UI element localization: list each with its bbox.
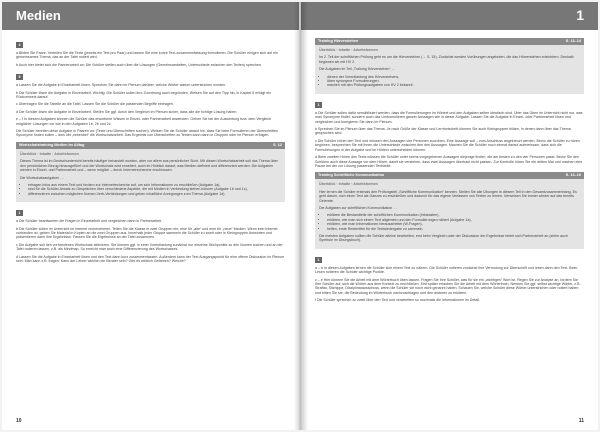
book-spread (2, 2, 598, 430)
section-title: Wortschatztraining Medien im Alltag (19, 142, 85, 147)
paragraph: c – e Hier können Sie die Arbeit mit dem Wörterbuch üben lassen. Fragen Sie Ihre Schüler, was für sie ein „wichtiges“ Wort ist. Regen Sie zur Analyse an, fordern Sie Ihre Schüler auf, sich die Wörter aus dem Kontext zu erschließen. Erst später erlauben Sie die Arbeit mit dem Wörterbuch. Nennen Sie ggf. selbst wichtige Wörter, z.B. Straftat, Sitzhippe, Disziplinarausschuss, wenn die Schüler sie noch nicht genannt haben. Schauen Sie, welche Schüler diese Wörter unterstrichen oder notiert haben und bitten Sie sie, die Bedeutung im Wörterbuch nachzuschlagen und den anderen zu erklären. (315, 277, 581, 295)
paragraph: a – b In diesen Aufgaben lernen die Schüler sich einem Text zu nähern. Die Schüler notieren zunächst ihre Vermutung zur Überschrift und lesen dann den Text. Beim Lesen notieren die Schüler wichtige Punkte. (315, 265, 578, 275)
section-page-ref: S. 14–16 (565, 173, 581, 178)
list-item: • erfragen Infos aus einem Text und fordern zur Internetrecherche auf, um sich Informationen zu erschließen (Aufgabe 1a), (28, 183, 281, 187)
exercise-number: 1 (315, 102, 322, 108)
paragraph: a Bilden Sie Paare. Verteilen Sie die Texte (jeweils ein Text pro Paar) und lassen Sie eine kurze Text-zusammenfassung formulieren. Die Schüler einigen sich auf ein gemeinsames Thema, das an der Tafel notiert wird. (16, 51, 278, 60)
left-page-content (16, 38, 285, 412)
paragraph: c Übertragen Sie die Tabelle an die Tafel. Lassen Sie die Schüler die passenden Begriffe eintragen. (16, 102, 174, 107)
paragraph: b Die Schüler lösen die Aufgabe in Einzelarbeit. Wichtig: Die Schüler sollen ihre Zuordnung auch begründen. Weisen Sie auf den Tipp hin, in Kapitel 5 erfolgt ein Rückverweis darauf. (16, 90, 272, 100)
section-bar (315, 172, 584, 179)
paragraph: b Auch hier bietet sich die Partnerarbeit an: Die Schüler stellen auch über die Lösungen (Gemeinsamkeiten, Unterschiede zwischen den Texten) sprechen. (16, 62, 262, 67)
right-page-content (315, 38, 584, 412)
list-item: • helfen, erste Redemittel für die Textwiedergabe zu sammeln. (327, 227, 580, 231)
section-title: Training Schriftliche Kommunikation (318, 173, 385, 178)
box-intro: Dieses Thema ist im Deutschunterricht bereits häufiger behandelt worden, aber vor allem aus persönlicher Sicht. Mit diesen Wortschatzarbeit soll das Thema über den persönlichen Bezug hinausgeführt und der Wortschatz wird erweitert, auch im Hinblick darauf, was Medien definiert und differenziert werden. Die Aufgaben werden in Einzel- und Partnerarbeit und – wenn möglich – durch Internetrecherche erschlossen. (20, 159, 278, 173)
list-item: • machen mit den Prüfungsaufgaben von HV 2 bekannt. (327, 83, 580, 87)
exercise-number: 4 (16, 42, 23, 48)
paragraph: e – f In diesem Aufgaben können die Schüler das erworbene Wissen in Einzel- oder Partnerarbeit anwenden. Gehen Sie bei der Auswertung bzw. dem Vergleich möglicher Lösungen vor wie in den Aufgaben 1b, 2b und 2c. (16, 117, 272, 126)
chapter-title: Medien (16, 8, 61, 23)
list-item: • erklären, wie man Informationen herausarbeitet (W-Fragen), (327, 222, 580, 226)
box-intro: Hier lernen die Schüler erstmals den Prüfungsteil „Schriftliche Kommunikation“ kennen. Stellen Sie alle Übungen in diesem Teil in den Gesamtzusammenhang. Es geht darum, sich einen Text als Ganzes zu erschließen und dadurch für das eigene Verfassen von Texten zu lernen. Verweisen Sie immer wieder auf das bereits Gelernte. (319, 189, 577, 203)
box-subheading: Überblick · Inhalte · Arbeitsformen (319, 182, 378, 187)
left-page (2, 2, 299, 430)
box-subheading: Überblick · Inhalte · Arbeitsformen (20, 151, 79, 156)
right-page-header (301, 2, 598, 30)
list-item: • sind für die Schüler Ansatz zu Gesprächen über verschiedene Aspekte, die mit Medien in Verbindung stehen können (Aufgabe 1b und 1c), (28, 187, 281, 191)
paragraph: f Die Schüler sprechen zu zweit über den Text und verarbeiten so nochmals die Informationen im Detail. (315, 298, 480, 303)
paragraph: a Die Schüler sollen dafür sensibilisiert werden, dass die Formulierungen im Hörtext und den Aufgaben selten identisch sind. Über das Üben im Unterricht nicht nur, was man Synonyme findet, sondern auch das Umformulieren ganzer Aussagen wie in dieser Aufgabe. Lassen Sie die Aufgabe in Einzel- oder Partnerarbeit lösen und vergleichen und korrigieren Sie dann im Plenum. (315, 110, 583, 124)
box-intro: Im 2. Teil der schriftlichen Prüfung geht es um die Hörverstehen (→ S. 15). Zunächst werden Vorübungen angeboten, die das Hörverstehen erleichtern. Deshalb beginnen wir mit HV 2. (319, 55, 574, 64)
paragraph: b Sprechen Sie im Plenum über das Thema. Je nach Größe der Klasse und Lernfortschritt können Sie auch Kleingruppen bilden, in denen dann über das Thema gesprochen wird. (315, 127, 571, 136)
list-item: • erklären, wie man sich einem Text allgemein und den Formulierungen nähert (Aufgabe 1a), (327, 218, 580, 222)
section-title: Training Hörverstehen (318, 39, 359, 43)
box-list (319, 213, 580, 231)
paragraph: a Die Schüler beantworten die Fragen in Einzelarbeit und vergleichen dann in Partnerarbeit. (16, 219, 163, 224)
list-item: • üben synonyme Formulierungen, (327, 79, 580, 83)
exercise-number: 1 (315, 257, 322, 263)
exercise-number: 5 (16, 74, 23, 80)
chapter-number: 1 (576, 7, 584, 23)
section-page-ref: S. 13–14 (565, 39, 581, 43)
right-page (301, 2, 598, 430)
paragraph: c Die Aufgabe soll den vorhandenen Wortschatz aktivieren. Sie können ggf. in einer Vorentlastung zunächst nur einzelne Stichpunkte zu den Nomen suchen und an der Tafel notieren lassen, z.B. als Mindmap. So erreicht man auch eine Differenzierung des Wortschatzes. (16, 242, 283, 252)
section-bar (16, 142, 285, 149)
paragraph: d Lassen Sie die Aufgabe in Einzelarbeit lösen und den Text dann kurz zusammenfassen. Außerdem kann der Text Ausgangspunkt für eine offene Diskussion im Plenum sein: Man kann z.B. fragen: Kann der Lehrer wirklich ein Berater sein? Gibt es wirklich Gefahren? Welche? (16, 254, 285, 263)
left-page-header (2, 2, 299, 30)
list-item: • dienen der Vorentlastung des Hörverstehens, (327, 75, 580, 79)
box-list (20, 183, 281, 196)
paragraph: c Die Schüler hören den Text und müssen den Aussagen vier Personen zuordnen. Eine Aussage soll – zum Anschluss angekreuzt werden. Bevor die Schüler zu hören beginnen, besprechen Sie mit ihnen die Unterschiede zwischen den drei Aussagen. Machen Sie die Schüler noch einmal darauf aufmerksam, dass sich die Formulierungen in der Aufgabe und im Hörtext unterscheiden können. (315, 138, 580, 152)
paragraph: d Die Schüler lösen die Aufgabe in Einzelarbeit. Stellen Sie ggf. durch den Vergleich im Plenum sicher, dass alle die richtige Lösung haben. (16, 109, 238, 114)
exercise-number: 1 (16, 210, 23, 216)
overview-box (315, 179, 584, 248)
list-item: • differenzieren zwischen möglichen Nomen-Verb-Verbindungen und geben inhaltliche Anregungen zum Thema (Aufgabe 1d). (28, 192, 281, 196)
box-outro: Die meisten Aufgaben sollten die Schüler alleine bearbeiten, erst beim Vergleich oder der Diskussion der Ergebnisse bietet sich Partnerarbeit an (siehe auch Symbole im Übungsbuch). (319, 233, 568, 243)
paragraph: b Die Schüler sollen im Unterricht im Internet recherchieren. Teilen Sie die Klasse in zwei Gruppen ein: eine für „alte“ und eine für „neue“ Medien. Wenn kein Internet vorhanden ist, geben Sie Material in Kopien an die zwei Gruppen aus. Innerhalb jeder Gruppe sammeln die Schüler zu zweit oder in Kleingruppen Antworten und präsentieren dann ihre Ergebnisse. Fassen Sie die Ergebnisse an der Tafel zusammen. (16, 226, 278, 240)
paragraph: Die Schüler bereiten diese Aufgabe in Paaren vor (Texte und Überschriften suchen). Weisen Sie die Schüler darauf hin, dass Sie beim Formulieren der Überschriften Synonyme finden sollen – dies übt „nebenbei“ die Wortschatzarbeit. Das Ergebnis von Überschriften zu Texten kann dann in Gruppen oder im Plenum erfolgen. (16, 129, 279, 138)
section-page-ref: S. 12 (273, 142, 282, 147)
box-lead: Die Wortschatzaufgaben … (20, 175, 64, 180)
paragraph: a Lassen Sie die Aufgabe in Einzelarbeit lösen. Sprechen Sie dann im Plenum darüber, welche Wörter warum unterstrichen wurden. (16, 83, 226, 88)
section-bar (315, 38, 584, 45)
box-subheading: Überblick · Inhalte · Arbeitsformen (319, 48, 378, 52)
box-lead: Die Aufgaben zur schriftlichen Kommunikation … (319, 205, 397, 210)
list-item: • erklären die Bestandteile der schriftlichen Kommunikation (Infokasten), (327, 213, 580, 217)
page-number: 10 (16, 418, 22, 424)
overview-box (315, 45, 584, 94)
box-list (319, 75, 580, 88)
box-lead: Die Aufgaben im Teil „Training Hörverstehen“ … (319, 67, 396, 72)
paragraph: d Beim zweiten Hören des Texts müssen die Schüler unter sechs vorgegebenen Aussagen diejenige finden, die am besten zu den vier Personen passt. Bevor Sie den Schülern auch diese Aussage vor dem Hören, damit sie verstehen, dass zwei Aussagen übertraut nicht passen. Zur Kontrolle hören Sie ein drittes Mal und machen eine Pause bei der zur Lösung passenden Textstelle. (315, 155, 583, 168)
page-number: 11 (578, 418, 584, 424)
overview-box (16, 149, 285, 202)
